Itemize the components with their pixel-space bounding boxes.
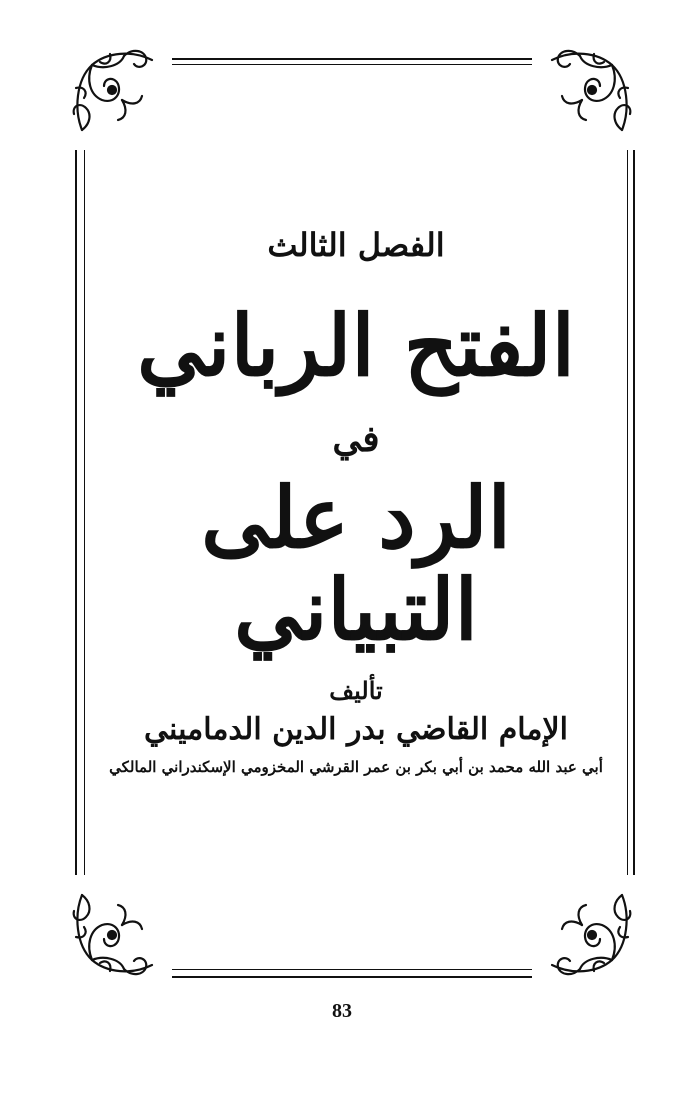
page-number: 83: [332, 1000, 352, 1022]
author-full-name: أبي عبد الله محمد بن أبي بكر بن عمر القرشي المخزومي الإسكندراني المالكي: [109, 758, 603, 776]
corner-ornament-bottom-left: [62, 875, 172, 985]
chapter-heading: الفصل الثالث: [267, 226, 445, 264]
author-name: الإمام القاضي بدر الدين الدماميني: [144, 712, 568, 747]
book-title-line-1: الفتح الرباني: [137, 296, 575, 395]
corner-ornament-top-right: [532, 40, 642, 150]
book-title-connector: في: [332, 418, 380, 460]
authorship-label: تأليف: [329, 676, 383, 705]
book-title-line-2: الرد على التبياني: [201, 468, 511, 660]
corner-ornament-top-left: [62, 40, 172, 150]
corner-ornament-bottom-right: [532, 875, 642, 985]
